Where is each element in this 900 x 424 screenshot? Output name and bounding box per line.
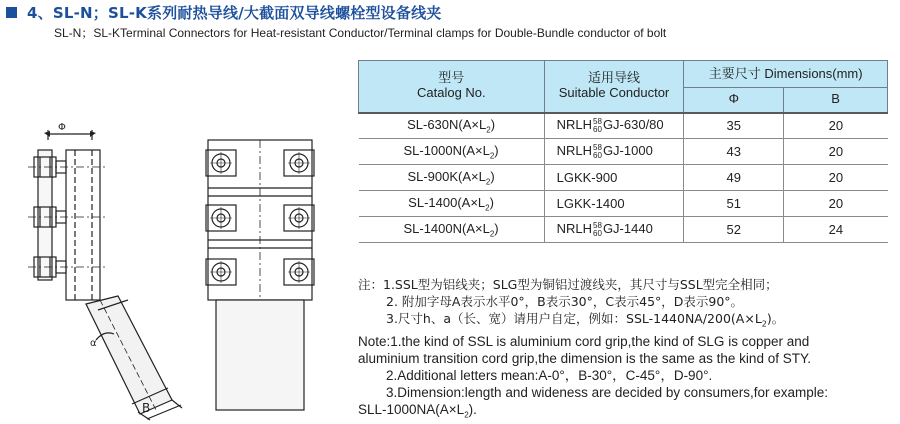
- note-cn-1: 注：1.SSL型为铝线夹；SLG型为铜铝过渡线夹，其尺寸与SSL型完全相同；: [358, 277, 778, 292]
- header-phi: Φ: [684, 88, 784, 113]
- conductor-sup: 58: [593, 142, 602, 152]
- note-en-4-end: ).: [468, 401, 477, 417]
- note-cn-3-sub: 2: [761, 319, 767, 329]
- header-conductor-cn: 适用导线: [587, 70, 640, 86]
- page-subtitle: SL-N；SL-KTerminal Connectors for Heat-resistant Conductor/Terminal clamps for Double-Bundle conductor of bolt: [54, 26, 667, 40]
- cell-catalog: [359, 113, 545, 139]
- cell-phi: 52: [684, 217, 784, 243]
- header-catalog-en: Catalog No.: [416, 85, 486, 101]
- cell-phi: 51: [684, 191, 784, 217]
- cell-conductor: [544, 113, 684, 139]
- catalog-text: SL-900K(A×L: [407, 168, 486, 184]
- catalog-sub: 2: [489, 229, 495, 239]
- cell-catalog: [359, 217, 545, 243]
- cell-b: 24: [784, 217, 888, 243]
- catalog-text: SL-630N(A×L: [407, 116, 487, 132]
- note-cn-3-text: 3.尺寸h、a（长、宽）请用户自定，例如：SSL-1440NA/200(A×L: [386, 311, 762, 326]
- cell-phi: 49: [684, 165, 784, 191]
- catalog-close: ): [490, 116, 496, 132]
- conductor-suffix: GJ-630/80: [602, 117, 664, 133]
- note-en-4-text: SLL-1000NA(A×L: [358, 401, 465, 417]
- table-row: [359, 217, 888, 243]
- cell-b: 20: [784, 139, 888, 165]
- cell-phi: 43: [684, 139, 784, 165]
- catalog-close: ): [489, 194, 494, 210]
- cell-phi: 35: [684, 113, 784, 139]
- conductor-sub: 60: [593, 228, 602, 238]
- cell-catalog: [359, 139, 545, 165]
- title-bullet-icon: [6, 7, 17, 18]
- header-conductor: [544, 61, 684, 113]
- note-cn-3: [358, 310, 828, 333]
- angle-label: α: [90, 338, 97, 349]
- conductor-name: LGKK-1400: [556, 196, 625, 211]
- catalog-text: SL-1000N(A×L: [403, 142, 490, 158]
- table-row: [359, 191, 888, 217]
- clamp-drawing: [0, 110, 350, 424]
- table-row: [359, 139, 888, 165]
- conductor-fraction: [593, 222, 602, 238]
- catalog-sub: 2: [485, 177, 491, 187]
- note-en-4: [358, 401, 828, 424]
- conductor-name: NRLH: [556, 143, 593, 159]
- conductor-sub: 60: [593, 125, 602, 135]
- header-conductor-en: Suitable Conductor: [558, 85, 670, 101]
- notes: [358, 276, 828, 423]
- table-row: [359, 165, 888, 191]
- note-en-4-sub: 2: [464, 410, 469, 420]
- note-en-3: 3.Dimension:length and wideness are decided by consumers,for example:: [386, 384, 828, 400]
- cell-conductor: [544, 191, 684, 217]
- note-en-1: Note:1.the kind of SSL is aluminium cord grip,the kind of SLG is copper and: [358, 333, 810, 349]
- cell-conductor: [544, 139, 684, 165]
- cell-catalog: [359, 165, 545, 191]
- front-view: [206, 140, 314, 410]
- phi-label: Φ: [58, 122, 66, 133]
- cell-conductor: [544, 165, 684, 191]
- spec-table: [358, 60, 888, 243]
- catalog-sub: 2: [486, 125, 491, 135]
- page-title: 4、SL-N；SL-K系列耐热导线/大截面双导线螺栓型设备线夹: [27, 3, 442, 22]
- cell-catalog: [359, 191, 545, 217]
- conductor-fraction: [593, 144, 602, 160]
- conductor-suffix: GJ-1000: [602, 143, 653, 159]
- side-view: [28, 130, 182, 420]
- conductor-name: NRLH: [556, 221, 593, 237]
- catalog-close: ): [490, 168, 495, 184]
- b-label: B: [142, 401, 151, 415]
- header-b: B: [784, 88, 888, 113]
- catalog-text: SL-1400N(A×L: [403, 220, 490, 236]
- cell-b: 20: [784, 113, 888, 139]
- catalog-close: ): [494, 220, 499, 236]
- conductor-fraction: [593, 118, 602, 134]
- catalog-text: SL-1400(A×L: [408, 194, 486, 210]
- conductor-name: LGKK-900: [556, 170, 618, 185]
- note-en-1b: aluminium transition cord grip,the dimension is the same as the kind of STY.: [358, 350, 811, 366]
- cell-b: 20: [784, 191, 888, 217]
- header-catalog-cn: 型号: [438, 70, 465, 86]
- title-row: [6, 2, 441, 22]
- conductor-sup: 58: [593, 117, 602, 127]
- note-cn-3-end: )。: [766, 311, 785, 326]
- cell-b: 20: [784, 165, 888, 191]
- cell-conductor: [544, 217, 684, 243]
- catalog-sub: 2: [485, 203, 490, 213]
- catalog-close: ): [494, 142, 499, 158]
- header-dimensions: 主要尺寸 Dimensions(mm): [684, 61, 888, 88]
- header-catalog: [359, 61, 545, 113]
- conductor-sup: 58: [593, 220, 602, 230]
- table-row: [359, 113, 888, 139]
- note-en-2: 2.Additional letters mean:A-0°，B-30°，C-45°，D-90°.: [386, 367, 713, 383]
- catalog-sub: 2: [489, 151, 495, 161]
- conductor-suffix: GJ-1440: [602, 221, 653, 237]
- note-cn-2: 2. 附加字母A表示水平0°，B表示30°，C表示45°，D表示90°。: [386, 294, 744, 309]
- conductor-sub: 60: [593, 150, 602, 160]
- conductor-name: NRLH: [556, 117, 593, 133]
